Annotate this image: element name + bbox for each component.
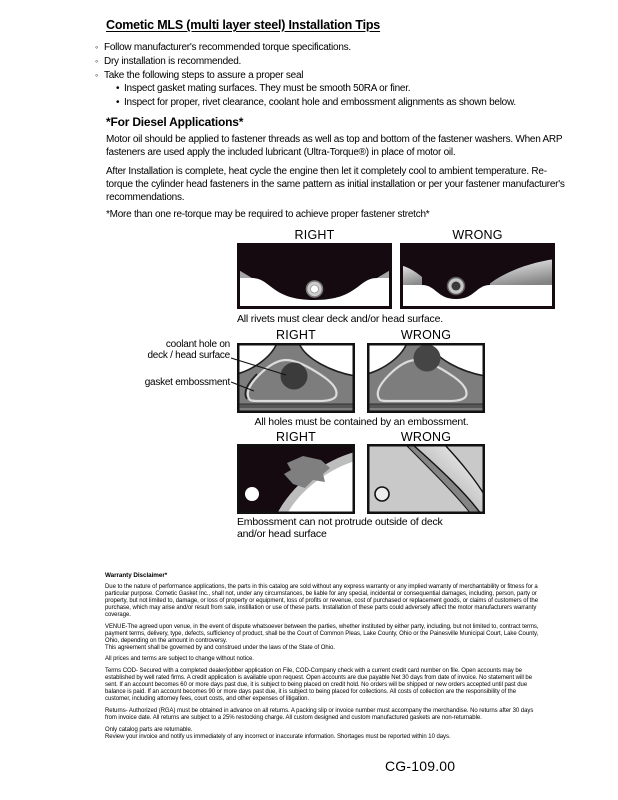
figures-section [0,228,618,560]
circle-bullet-icon: ◦ [95,69,98,80]
coolant-hole-label: coolant hole on deck / head surface [147,339,230,361]
tip-text: Follow manufacturer's recommended torque specifications. [104,42,351,53]
figure-caption-row2: All holes must be contained by an embossment. [254,416,469,428]
warranty-disclaimer [105,572,541,741]
row3-right-label: RIGHT [276,430,316,444]
page-title: Cometic MLS (multi layer steel) Installation Tips [106,18,381,32]
tip-item [95,69,516,83]
dot-bullet-icon: • [116,97,120,109]
disclaimer-paragraph: This agreement shall be governed by and construed under the laws of the State of Ohio. [105,644,335,651]
figure-caption-row1: All rivets must clear deck and/or head surface. [237,313,443,325]
retorque-note: *More than one re-torque may be required to achieve proper fastener stretch* [106,209,430,220]
tips-list [95,41,516,110]
sub-tip-item [116,82,516,96]
sub-tip-item [116,96,516,110]
figure-caption-row3: Embossment can not protrude outside of deck and/or head surface [237,516,443,540]
warranty-disclaimer-heading: Warranty Disclaimer* [105,572,168,579]
disclaimer-paragraph: Terms COD- Secured with a completed dealer/jobber application on File, COD-Company check with a current credit card number on file. Open accounts may be established by well rated firms. A credit application is available upon request. Open accounts are due payable Net 30 days from date of invoice. No statement will be sent. If an account becomes 60 or more days past due, it is subject to being placed on credit hold. No orders will be shipped or new orders accepted until past due balance is paid. If an account becomes 90 or more days past due, it is subject to being placed for collections. All costs of collection are the responsibility of the customer, including attorney fees, court costs, and other expenses of litigation. [105,668,532,703]
tip-item [95,41,516,55]
circle-bullet-icon: ◦ [95,42,98,52]
row3-wrong-label: WRONG [400,430,452,444]
disclaimer-paragraph: Due to the nature of performance applications, the parts in this catalog are sold without any express warranty or any implied warranty of merchantability or fitness for a particular purpose. Cometic Gasket Inc., shall not, under any circumstances, be liable for any special, incidental or consequential damages, including, person, party or property, but not limited to, damage, or loss of property or equipment, loss of profits or revenue, cost of purchased or replacement goods, or claims of customers of the purchase, which may arise and/or result from sale, instillation or use of these parts. Installation of these parts could adversely affect the motor manufacturers warranty coverage. [105,583,538,618]
diesel-applications-heading: *For Diesel Applications* [106,115,244,129]
diesel-paragraph-2: After Installation is complete, heat cycle the engine then let it completely cool to ambient temperature. Re-torque the cylinder head fasteners in the same pattern as initial installation or per your fastener manufacturer's recommendations. [106,166,565,203]
page-code: CG-109.00 [385,758,456,774]
tip-item [95,55,516,69]
diesel-paragraph-1: Motor oil should be applied to fastener threads as well as top and bottom of the fastener washers. When ARP fasteners are used apply the included lubricant (Ultra-Torque®) in place of motor oil. [106,134,563,158]
gasket-embossment-label: gasket embossment [144,377,230,388]
disclaimer-paragraph: All prices and terms are subject to change without notice. [105,656,254,663]
tip-text: Take the following steps to assure a proper seal [104,69,304,81]
tip-text: Dry installation is recommended. [104,55,242,67]
sub-tip-text: Inspect gasket mating surfaces. They must be smooth 50RA or finer. [124,83,411,95]
disclaimer-paragraph: Returns- Authorized (RGA) must be obtained in advance on all returns. A packing slip or invoice number must accompany the merchandise. No returns after 30 days from invoice date. All returns are subject to a 25% restocking charge. All custom designed and custom manufactured gaskets are non-returnable. [105,708,534,722]
diagram-protrude-wrong [367,444,485,514]
dot-bullet-icon: • [116,83,120,95]
disclaimer-paragraph: Only catalog parts are returnable. [105,726,193,733]
row2-wrong-label: WRONG [400,328,452,342]
row2-right-label: RIGHT [276,328,316,342]
diagram-protrude-right [237,444,355,514]
disclaimer-paragraph: Review your invoice and notify us immediately of any incorrect or inaccurate information. Shortages must be reported within 10 days. [105,733,451,740]
row1-right-label: RIGHT [294,228,335,242]
circle-bullet-icon: ◦ [95,55,98,66]
row1-wrong-label: WRONG [452,228,503,242]
sub-tip-text: Inspect for proper, rivet clearance, coolant hole and embossment alignments as shown below. [124,97,516,109]
disclaimer-paragraph: VENUE-The agreed upon venue, in the event of dispute whatsoever between the parties, whether instituted by either party, including, but not limited to, contract terms, payment terms, delivery, type, defects, sufficiency of product, shall be the Court of Common Pleas, Lake County, Ohio or the Painesville Municipal Court, Lake County, Ohio, depending on the amount in controversy. [105,623,539,644]
